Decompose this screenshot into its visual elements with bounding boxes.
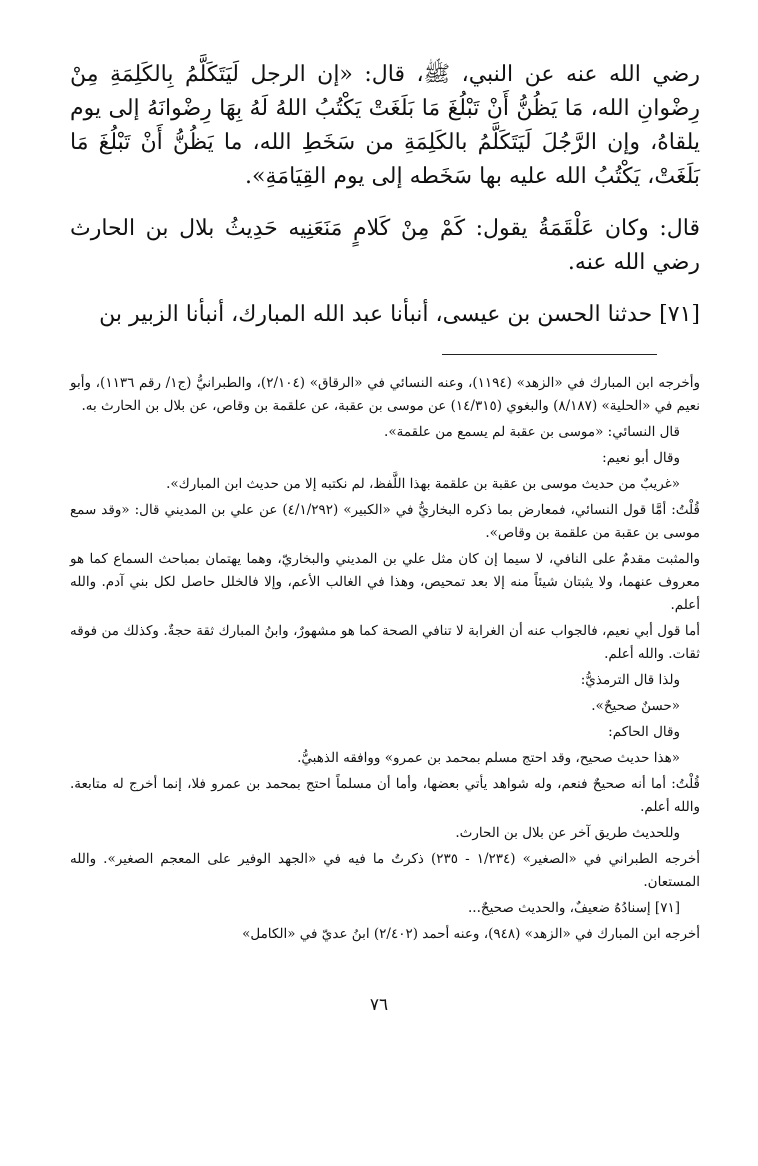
- footnote-line: «هذا حديث صحيح، وقد احتج مسلم بمحمد بن عمرو» ووافقه الذهبيُّ.: [297, 750, 680, 766]
- footnote-line: أخرجه ابن المبارك في «الزهد» (٩٤٨)، وعنه أحمد (٢/٤٠٢) ابنُ عديّ في «الكامل»: [242, 926, 700, 942]
- footnote-line: وقال أبو نعيم:: [602, 450, 680, 466]
- footnote-line: قُلْتُ: أمَّا قول النسائي، فمعارض بما ذكره البخاريُّ في «الكبير» (٤/١/٢٩٢) عن علي بن المديني قال: «وقد سمع موسى بن عقبة من علقمة بن وقاص».: [70, 502, 700, 541]
- footnote-line: ولذا قال الترمذيُّ:: [580, 672, 680, 688]
- footnote-line: والمثبت مقدمٌ على النافي، لا سيما إن كان مثل علي بن المديني والبخاريّ، وهما يهتمان بمباحث السماع كما هو معروف عنهما، ولا يثبتان شيئاً منه إلا بعد تمحيص، وهذا في الغالب الأعم، وإلا فالخلل حاصل لكل بني آدم. والله أعلم.: [70, 551, 700, 613]
- alqama-paragraph: قال: وكان عَلْقَمَةُ يقول: كَمْ مِنْ كَلامٍ مَنَعَنِيه حَدِيثُ بلال بن الحارث رضي الله عنه.: [70, 216, 700, 275]
- footnote-line: أما قول أبي نعيم، فالجواب عنه أن الغرابة لا تنافي الصحة كما هو مشهورٌ، وابنُ المبارك ثقة حجةٌ. وكذلك من فوقه ثقات. والله أعلم.: [70, 623, 700, 662]
- footnotes: [70, 372, 700, 949]
- footnote-line: قُلْتُ: أما أنه صحيحٌ فنعم، وله شواهد يأتي بعضها، وأما أن مسلماً احتج بمحمد بن عمرو فلا، إنما أخرج له متابعة. والله أعلم.: [70, 776, 700, 815]
- hadith-paragraph: رضي الله عنه عن النبي، ﷺ، قال: «إن الرجل لَيَتَكَلَّمُ بِالكَلِمَةِ مِنْ رِضْوانِ الله، مَا يَظُنُّ أَنْ تَبْلُغَ مَا بَلَغَتْ يَكْتُبُ اللهُ لَهُ بِهَا رِضْوانَهُ إلى يوم يلقاهُ، وإن الرَّجُلَ لَيَتَكَلَّمُ بالكَلِمَةِ من سَخَطِ الله، ما يَظُنُّ أَنْ تَبْلُغَ مَا بَلَغَتْ، يَكْتُبُ الله عليه بها سَخَطه إلى يوم القِيَامَةِ».: [70, 62, 700, 189]
- isnad-paragraph: [٧١] حدثنا الحسن بن عيسى، أنبأنا عبد الله المبارك، أنبأنا الزبير بن: [99, 302, 700, 327]
- page-number: ٧٦: [369, 995, 389, 1015]
- footnote-line: قال النسائي: «موسى بن عقبة لم يسمع من علقمة».: [384, 424, 680, 440]
- footnote-line: وللحديث طريق آخر عن بلال بن الحارث.: [455, 825, 680, 841]
- footnote-line: أخرجه الطبراني في «الصغير» (١/٢٣٤ - ٢٣٥) ذكرتُ ما فيه في «الجهد الوفير على المعجم الصغير». والله المستعان.: [70, 851, 700, 890]
- footnote-line: [٧١] إسنادُهُ ضعيفٌ، والحديث صحيحٌ...: [468, 900, 680, 916]
- footnote-separator: [442, 354, 657, 355]
- main-text: [70, 58, 700, 350]
- footnote-line: «حسنٌ صحيحٌ».: [591, 698, 680, 714]
- footnote-line: «غريبٌ من حديث موسى بن عقبة بن علقمة بهذا اللَّفظ، لم نكتبه إلا من حديث ابن المبارك».: [166, 476, 680, 492]
- footnote-line: وأخرجه ابن المبارك في «الزهد» (١١٩٤)، وعنه النسائي في «الرقاق» (٢/١٠٤)، والطبرانيُّ (ج١/ رقم ١١٣٦)، وأبو نعيم في «الحلية» (٨/١٨٧) والبغوي (١٤/٣١٥) عن موسى بن عقبة، عن علقمة بن وقاص، عن بلال بن الحارث به.: [70, 375, 700, 414]
- footnote-line: وقال الحاكم:: [608, 724, 680, 740]
